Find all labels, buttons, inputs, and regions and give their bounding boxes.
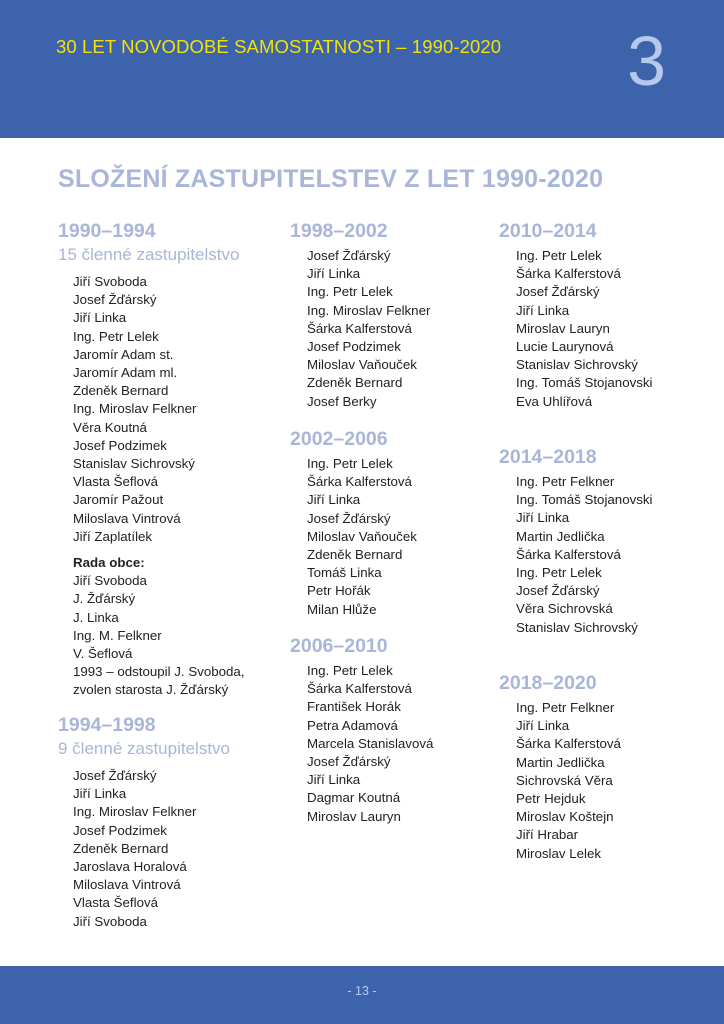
list-item: Miroslav Koštejn bbox=[516, 809, 614, 825]
list-item: Ing. Petr Lelek bbox=[73, 328, 159, 344]
list-item: Josef Žďárský bbox=[307, 754, 391, 770]
council-board-list bbox=[73, 572, 245, 699]
list-item: Jiří Svoboda bbox=[73, 274, 147, 289]
list-item: Jiří Linka bbox=[516, 302, 570, 318]
list-item: Josef Podzimek bbox=[73, 437, 167, 453]
list-item: zvolen starosta J. Žďárský bbox=[73, 682, 229, 698]
list-item: Vlasta Šeflová bbox=[73, 895, 159, 911]
member-list bbox=[307, 247, 430, 411]
section-title: 1994–1998 bbox=[58, 714, 156, 736]
list-item: 1993 – odstoupil J. Svoboda, bbox=[73, 664, 245, 680]
list-item: Jiří Linka bbox=[73, 310, 127, 326]
list-item: Tomáš Linka bbox=[307, 565, 382, 581]
section-title: 2002–2006 bbox=[290, 428, 388, 450]
list-item: Jiří Svoboda bbox=[73, 573, 147, 589]
list-item: Ing. Tomáš Stojanovski bbox=[516, 375, 653, 391]
list-item: Ing. M. Felkner bbox=[73, 627, 162, 643]
list-item: Petr Hořák bbox=[307, 583, 371, 599]
list-item: V. Šeflová bbox=[73, 646, 133, 662]
list-item: Jiří Linka bbox=[307, 772, 361, 788]
section-title: 1998–2002 bbox=[290, 220, 388, 242]
section-title: 2006–2010 bbox=[290, 635, 388, 657]
list-item: Šárka Kalferstová bbox=[307, 474, 412, 490]
list-item: Ing. Petr Lelek bbox=[307, 284, 393, 300]
list-item: Šárka Kalferstová bbox=[307, 681, 412, 697]
member-list bbox=[516, 473, 653, 637]
list-item: Ing. Petr Lelek bbox=[516, 248, 602, 263]
list-item: Miloslav Vaňouček bbox=[307, 528, 417, 544]
header-title: 30 LET NOVODOBÉ SAMOSTATNOSTI – 1990-2020 bbox=[56, 36, 502, 57]
section-title: 2018–2020 bbox=[499, 672, 597, 694]
list-item: Věra Koutná bbox=[73, 419, 147, 435]
list-item: Miroslav Lelek bbox=[516, 845, 601, 861]
section-title: 2014–2018 bbox=[499, 446, 597, 468]
section-1994-1998 bbox=[58, 713, 230, 931]
section-title: 2010–2014 bbox=[499, 220, 597, 242]
list-item: Miloslava Vintrová bbox=[73, 877, 181, 893]
list-item: Zdeněk Bernard bbox=[307, 547, 403, 563]
member-list bbox=[73, 273, 245, 546]
list-item: Miroslav Lauryn bbox=[307, 808, 401, 824]
list-item: Ing. Miroslav Felkner bbox=[73, 804, 197, 820]
member-list bbox=[516, 699, 621, 863]
list-item: František Horák bbox=[307, 699, 401, 715]
list-item: Jaromír Adam ml. bbox=[73, 365, 178, 381]
list-item: Zdeněk Bernard bbox=[73, 383, 169, 399]
list-item: Stanislav Sichrovský bbox=[516, 619, 638, 635]
section-2010-2014 bbox=[499, 219, 653, 411]
list-item: Josef Žďárský bbox=[307, 248, 391, 263]
list-item: Milan Hlůže bbox=[307, 601, 377, 617]
list-item: Jiří Linka bbox=[516, 510, 570, 526]
list-item: Jaroslava Horalová bbox=[73, 859, 187, 875]
list-item: Věra Sichrovská bbox=[516, 601, 613, 617]
list-item: Ing. Petr Lelek bbox=[516, 565, 602, 581]
list-item: Miloslava Vintrová bbox=[73, 510, 181, 526]
member-list bbox=[516, 247, 653, 411]
page-number: - 13 - bbox=[347, 984, 377, 998]
list-item: Šárka Kalferstová bbox=[307, 320, 412, 336]
page-title: SLOŽENÍ ZASTUPITELSTEV Z LET 1990-2020 bbox=[58, 165, 604, 193]
list-item: Martin Jedlička bbox=[516, 528, 605, 544]
list-item: Lucie Laurynová bbox=[516, 339, 614, 355]
list-item: Šárka Kalferstová bbox=[516, 736, 621, 752]
council-board bbox=[73, 554, 245, 700]
section-1998-2002 bbox=[290, 219, 430, 411]
list-item: Ing. Tomáš Stojanovski bbox=[516, 492, 653, 508]
list-item: Ing. Miroslav Felkner bbox=[307, 302, 431, 318]
list-item: Šárka Kalferstová bbox=[516, 266, 621, 282]
list-item: Jiří Linka bbox=[307, 492, 361, 508]
list-item: Stanislav Sichrovský bbox=[73, 456, 195, 472]
list-item: Jiří Linka bbox=[516, 718, 570, 734]
list-item: Vlasta Šeflová bbox=[73, 474, 159, 490]
list-item: Dagmar Koutná bbox=[307, 790, 401, 806]
list-item: Josef Žďárský bbox=[516, 284, 600, 300]
section-subtitle: 9 členné zastupitelstvo bbox=[58, 739, 230, 758]
list-item: Miroslav Lauryn bbox=[516, 320, 610, 336]
list-item: Josef Žďárský bbox=[516, 583, 600, 599]
member-list bbox=[73, 767, 230, 931]
list-item: Ing. Miroslav Felkner bbox=[73, 401, 197, 417]
list-item: Josef Berky bbox=[307, 393, 377, 409]
chapter-number: 3 bbox=[627, 22, 666, 100]
section-subtitle: 15 členné zastupitelstvo bbox=[58, 245, 240, 264]
section-2002-2006 bbox=[290, 427, 417, 619]
list-item: Josef Podzimek bbox=[307, 339, 401, 355]
section-title: 1990–1994 bbox=[58, 220, 156, 242]
list-item: Šárka Kalferstová bbox=[516, 546, 621, 562]
list-item: Jiří Hrabar bbox=[516, 827, 579, 843]
list-item: Jiří Svoboda bbox=[73, 913, 147, 929]
member-list bbox=[307, 662, 433, 826]
list-item: Petra Adamová bbox=[307, 717, 398, 733]
list-item: Eva Uhlířová bbox=[516, 393, 593, 409]
list-item: Miloslav Vaňouček bbox=[307, 357, 417, 373]
list-item: Ing. Petr Lelek bbox=[307, 456, 393, 471]
council-board-label: Rada obce: bbox=[73, 555, 145, 571]
section-2018-2020 bbox=[499, 671, 621, 863]
list-item: Marcela Stanislavová bbox=[307, 735, 434, 751]
list-item: Jiří Linka bbox=[307, 266, 361, 282]
section-2014-2018 bbox=[499, 445, 653, 637]
list-item: Zdeněk Bernard bbox=[73, 840, 169, 856]
list-item: Ing. Petr Felkner bbox=[516, 474, 615, 489]
list-item: Jaromír Adam st. bbox=[73, 346, 174, 362]
list-item: Josef Podzimek bbox=[73, 822, 167, 838]
list-item: Ing. Petr Lelek bbox=[307, 663, 393, 678]
list-item: Petr Hejduk bbox=[516, 791, 586, 807]
list-item: J. Linka bbox=[73, 609, 119, 625]
section-2006-2010 bbox=[290, 634, 433, 826]
section-1990-1994 bbox=[58, 219, 245, 700]
list-item: Jiří Zaplatílek bbox=[73, 528, 153, 544]
list-item: J. Žďárský bbox=[73, 591, 136, 607]
page-footer bbox=[0, 966, 724, 1024]
list-item: Sichrovská Věra bbox=[516, 772, 613, 788]
list-item: Jiří Linka bbox=[73, 786, 127, 802]
list-item: Josef Žďárský bbox=[73, 292, 157, 308]
list-item: Josef Žďárský bbox=[307, 510, 391, 526]
member-list bbox=[307, 455, 417, 619]
list-item: Josef Žďárský bbox=[73, 768, 157, 783]
page-header bbox=[0, 0, 724, 138]
list-item: Ing. Petr Felkner bbox=[516, 700, 615, 715]
list-item: Stanislav Sichrovský bbox=[516, 357, 638, 373]
list-item: Zdeněk Bernard bbox=[307, 375, 403, 391]
list-item: Jaromír Pažout bbox=[73, 492, 164, 508]
list-item: Martin Jedlička bbox=[516, 754, 605, 770]
